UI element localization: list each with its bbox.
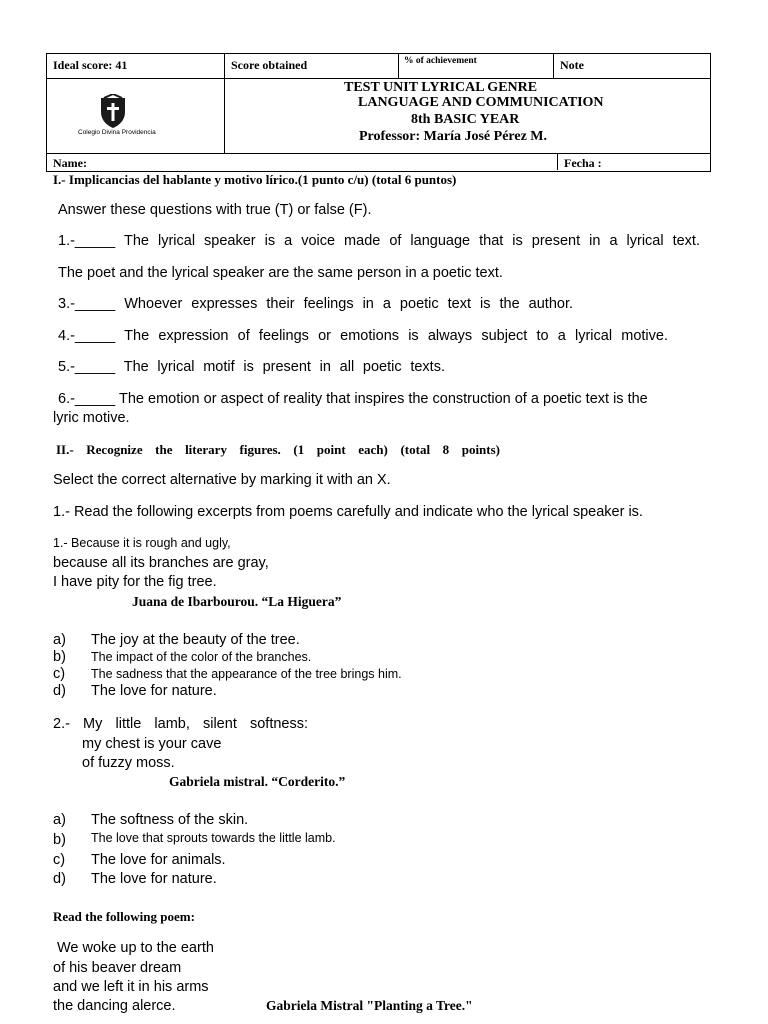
option2-a-letter: a) [53, 812, 66, 828]
poem1-line3: I have pity for the fig tree. [53, 574, 217, 590]
poem2-line3: of fuzzy moss. [82, 755, 175, 771]
section1-heading: I.- Implicancias del hablante y motivo lírico.(1 punto c/u) (total 6 puntos) [53, 172, 457, 187]
poem3-line1: We woke up to the earth [57, 940, 214, 956]
option1-a-letter: a) [53, 632, 66, 648]
option2-b-text: The love that sprouts towards the little lamb. [91, 831, 336, 845]
tf-item-4-text: 4.-_____ The expression of feelings or emotions is always subject to a lyrical motive. [58, 328, 668, 344]
professor-title: Professor: María José Pérez M. [359, 129, 548, 144]
poem3-line2: of his beaver dream [53, 960, 182, 976]
header-col-divider [224, 53, 225, 153]
poem2-line1 [53, 716, 308, 732]
option2-c-text: The love for animals. [91, 852, 226, 868]
tf-item-3 [58, 296, 573, 312]
read-poem-heading: Read the following poem: [53, 909, 195, 924]
section2-instruction: Select the correct alternative by marking it with an X. [53, 472, 391, 488]
tf-item-4 [58, 328, 668, 344]
option1-d-text: The love for nature. [91, 683, 217, 699]
section1-instruction: Answer these questions with true (T) or false (F). [58, 202, 372, 218]
header-row-divider [46, 153, 710, 154]
tf-item-6-cont: lyric motive. [53, 410, 130, 426]
tf-item-2: The poet and the lyrical speaker are the same person in a poetic text. [58, 265, 503, 281]
section2-heading [56, 442, 500, 458]
option1-b-letter: b) [53, 649, 66, 665]
tf-item-6: 6.-_____ The emotion or aspect of reality that inspires the construction of a poetic text is the [58, 391, 648, 407]
score-obtained-label: Score obtained [231, 58, 308, 72]
test-title: TEST UNIT LYRICAL GENRE [344, 80, 538, 95]
note-label: Note [560, 58, 584, 72]
poem2-citation: Gabriela mistral. “Corderito.” [169, 774, 346, 789]
section2-heading-text: II.- Recognize the literary figures. (1 point each) (total 8 points) [56, 442, 500, 457]
option2-d-letter: d) [53, 871, 66, 887]
option1-c-text: The sadness that the appearance of the tree brings him. [91, 667, 402, 681]
subject-title: LANGUAGE AND COMMUNICATION [358, 95, 604, 110]
achievement-label: % of achievement [404, 56, 477, 66]
ideal-score-label: Ideal score: 41 [53, 58, 128, 72]
poem2-line1-text: 2.- My little lamb, silent softness: [53, 716, 308, 732]
shield-icon [96, 94, 130, 130]
option2-b-letter: b) [53, 832, 66, 848]
option1-b-text: The impact of the color of the branches. [91, 650, 312, 664]
tf-item-1 [58, 233, 700, 249]
tf-item-1-text: 1.-_____ The lyrical speaker is a voice made of language that is present in a lyrical text. [58, 233, 700, 249]
header-col-divider [557, 153, 558, 170]
grade-title: 8th BASIC YEAR [411, 112, 520, 127]
option1-d-letter: d) [53, 683, 66, 699]
poem3-line3: and we left it in his arms [53, 979, 209, 995]
tf-item-3-text: 3.-_____ Whoever expresses their feelings in a poetic text is the author. [58, 296, 573, 312]
poem3-citation: Gabriela Mistral "Planting a Tree." [266, 998, 473, 1013]
header-table [46, 53, 711, 172]
option2-c-letter: c) [53, 852, 66, 868]
header-row-divider [46, 78, 710, 79]
poem1-citation: Juana de Ibarbourou. “La Higuera” [132, 594, 342, 609]
header-col-divider [398, 53, 399, 78]
option1-a-text: The joy at the beauty of the tree. [91, 632, 300, 648]
school-name: Colegio Divina Providencia [78, 129, 156, 136]
tf-item-5 [58, 359, 445, 375]
option1-c-letter: c) [53, 666, 66, 682]
date-label: Fecha : [564, 156, 602, 170]
option2-d-text: The love for nature. [91, 871, 217, 887]
option2-a-text: The softness of the skin. [91, 812, 249, 828]
school-logo [96, 94, 130, 130]
question1-intro: 1.- Read the following excerpts from poems carefully and indicate who the lyrical speaker is. [53, 504, 643, 520]
poem2-line2: my chest is your cave [82, 736, 222, 752]
poem1-line2: because all its branches are gray, [53, 555, 269, 571]
tf-item-5-text: 5.-_____ The lyrical motif is present in all poetic texts. [58, 359, 445, 375]
name-label: Name: [53, 156, 87, 170]
header-col-divider [553, 53, 554, 78]
poem3-line4: the dancing alerce. [53, 998, 176, 1014]
poem1-line1: 1.- Because it is rough and ugly, [53, 536, 231, 550]
